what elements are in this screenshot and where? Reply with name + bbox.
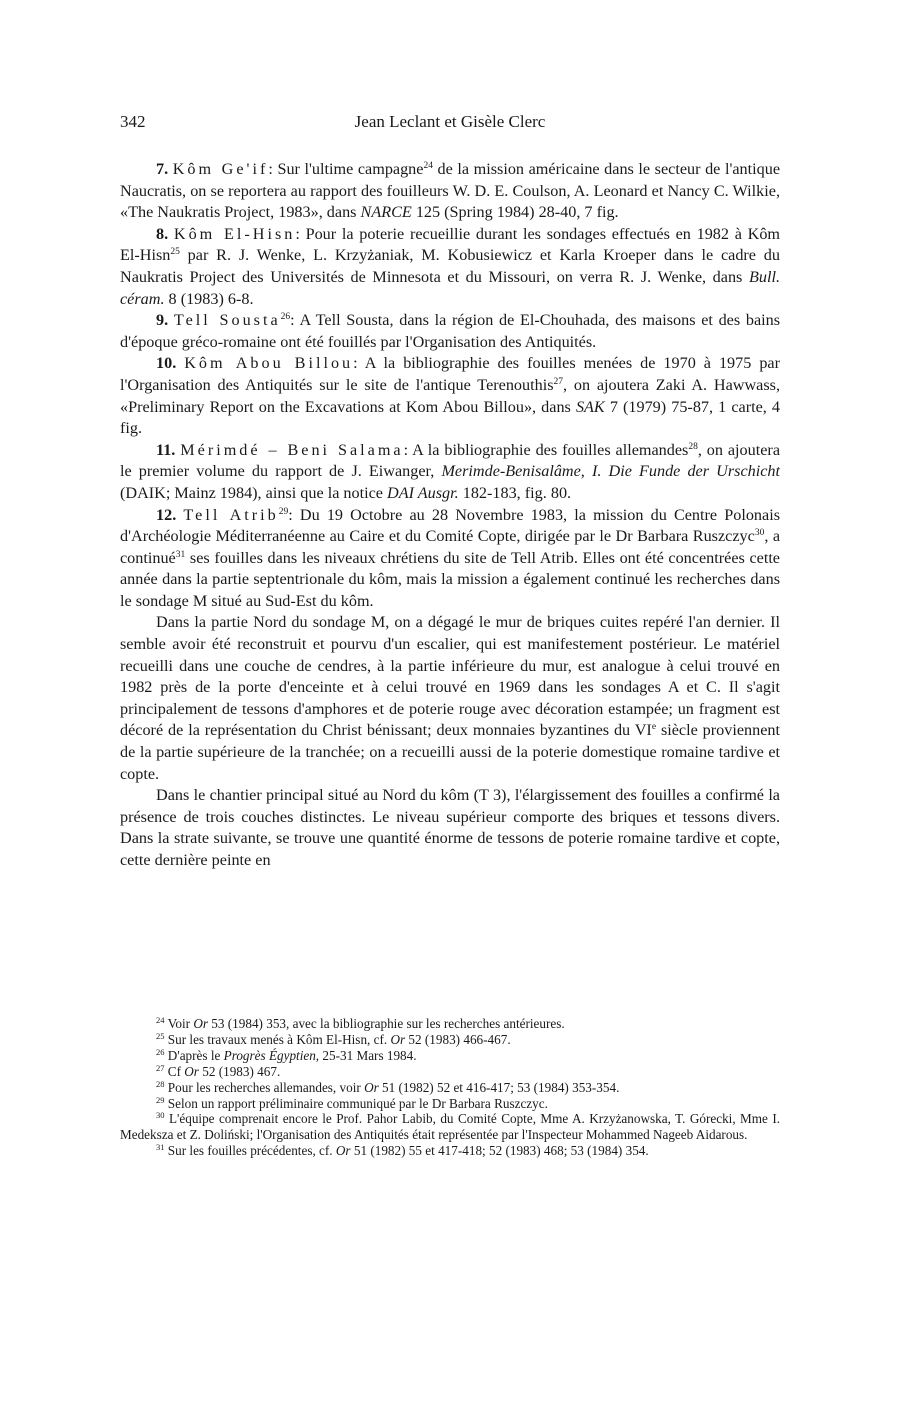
footnote-ref: 26	[280, 312, 291, 323]
page-number: 342	[120, 112, 146, 131]
footnote	[120, 1143, 780, 1159]
item-number: 11.	[156, 440, 176, 459]
item-number: 12.	[156, 505, 177, 524]
footnote-text: 51 (1982) 55 et 417-418; 52 (1983) 468; 53 (1984) 354.	[350, 1143, 649, 1159]
site-name: Tell Sousta	[173, 311, 281, 330]
paragraph-tell-sousta: 9. Tell Sousta$^{26}$: A Tell Sousta, dans la région de El-Chouhada, des maisons et des bains d'époque gréco-romaine ont été fouillés par l'Organisation des Antiquités.	[120, 311, 781, 351]
footnote-ref: 29	[278, 506, 289, 517]
footnote	[120, 1080, 780, 1096]
paragraph-text: 182-183, fig. 80.	[458, 483, 572, 502]
footnote-number: 29	[156, 1094, 165, 1105]
paragraph-text: ses fouilles dans les niveaux chrétiens du site de Tell Atrib. Elles ont été concentrées cette année dans la partie septentrionale du kôm, mais la mission a également continué les recherches dans le sondage M situé au Sud-Est du kôm.	[120, 548, 780, 610]
item-number: 9.	[156, 311, 169, 330]
paragraph-kom-geif: 7. Kôm Ge'if: Sur l'ultime campagne$^{24}$ de la mission américaine dans le secteur de l'antique Naucratis, on se reportera au rapport des fouilleurs W. D. E. Coulson, A. Leonard et Nancy C. Wilkie, «The Naukratis Project, 1983», dans NARCE 125 (Spring 1984) 28-40, 7 fig.	[120, 160, 781, 222]
paragraph-text: Pour la poterie recueillie durant les sondages effectués en 1982 à Kôm El-Hisn	[120, 224, 781, 265]
book-title: Merimde-Benisalâme, I. Die Funde der Urschicht	[441, 462, 780, 481]
footnote-text: 52 (1983) 467.	[198, 1063, 281, 1079]
paragraph-text: par R. J. Wenke, L. Krzyżaniak, M. Kobusiewicz et Karla Kroeper dans le cadre du Naukratis Project des Universités de Minnesota et du Missouri, on verra R. J. Wenke, dans	[120, 246, 780, 286]
main-text	[120, 159, 780, 872]
paragraph-kom-abou-billou: 10. Kôm Abou Billou: A la bibliographie des fouilles menées de 1970 à 1975 par l'Organisation des Antiquités sur le site de l'antique Terenouthis$^{27}$, on ajoutera Zaki A. Hawwass, «Preliminary Report on the Excavations at Kom Abou Billou», dans SAK 7 (1979) 75-87, 1 carte, 4 fig.	[120, 354, 780, 438]
footnote-text: 52 (1983) 466-467.	[405, 1031, 511, 1047]
footnote-number: 25	[156, 1030, 165, 1041]
footnote-text: Voir	[167, 1016, 194, 1031]
journal-title: Progrès Égyptien,	[223, 1047, 320, 1063]
item-number: 7.	[156, 160, 169, 178]
item-number: 10.	[156, 354, 177, 373]
superscript: e	[651, 722, 657, 733]
journal-title: NARCE	[360, 203, 412, 222]
site-name: Mérimdé – Beni Salama	[180, 440, 404, 459]
paragraph-text: , a continué	[120, 527, 781, 567]
site-name: Kôm Abou Billou	[184, 354, 354, 373]
paragraph-text: A Tell Sousta, dans la région de El-Chouhada, des maisons et des bains d'époque gréco-romaine ont été fouillés par l'Organisation des Antiquités.	[120, 311, 781, 351]
footnote-text: Pour les recherches allemandes, voir	[167, 1079, 365, 1095]
footnote-text: Sur les travaux menés à Kôm El-Hisn, cf.	[167, 1031, 391, 1047]
footnote-ref: 31	[175, 549, 186, 560]
paragraph-sondage-m	[120, 612, 780, 785]
paragraph-kom-el-hisn: 8. Kôm El-Hisn: Pour la poterie recueillie durant les sondages effectués en 1982 à Kôm El-Hisn$^{25}$ par R. J. Wenke, L. Krzyżaniak, M. Kobusiewicz et Karla Kroeper dans le cadre du Naukratis Project des Universités de Minnesota et du Missouri, on verra R. J. Wenke, dans Bull. céram. 8 (1983) 6-8.	[120, 224, 781, 308]
footnote-ref: 27	[553, 376, 563, 387]
paragraph-text: 8 (1983) 6-8.	[164, 289, 254, 308]
paragraph-chantier-principal	[120, 785, 780, 871]
footnote-number: 30	[156, 1110, 165, 1121]
footnote-ref: 24	[423, 161, 433, 171]
footnote-text: Sur les fouilles précédentes, cf.	[167, 1143, 336, 1159]
site-name: Kôm Ge'if	[172, 160, 269, 178]
journal-title: DAI Ausgr.	[387, 483, 459, 502]
footnote-number: 27	[156, 1062, 165, 1073]
paragraph-merimde: 11. Mérimdé – Beni Salama: A la bibliographie des fouilles allemandes$^{28}$, on ajoutera le premier volume du rapport de J. Eiwanger, Merimde-Benisalâme, I. Die Funde der Urschicht (DAIK; Mainz 1984), ainsi que la notice DAI Ausgr. 182-183, fig. 80.	[120, 440, 780, 502]
footnote	[120, 1048, 780, 1064]
footnote-text: 51 (1982) 52 et 416-417; 53 (1984) 353-354.	[378, 1079, 620, 1095]
footnote-text: D'après le	[167, 1047, 224, 1063]
footnote-ref: 30	[754, 528, 765, 539]
footnote-ref: 25	[170, 247, 180, 258]
footnote-text: 53 (1984) 353, avec la bibliographie sur les recherches antérieures.	[208, 1016, 565, 1031]
journal-title: Or	[364, 1079, 379, 1095]
footnote	[120, 1111, 780, 1143]
footnotes	[120, 1016, 780, 1159]
journal-title: Or	[184, 1063, 199, 1079]
footnote-ref: 28	[688, 441, 698, 452]
paragraph-text: siècle proviennent de la partie supérieure de la tranchée; on a recueilli aussi de la poterie domestique romaine tardive et copte.	[120, 721, 780, 783]
site-name: Kôm El-Hisn	[173, 224, 296, 243]
footnote-number: 24	[156, 1015, 165, 1025]
paragraph-tell-atrib: 12. Tell Atrib$^{29}$: Du 19 Octobre au 28 Novembre 1983, la mission du Centre Polonais d'Archéologie Méditerranéenne au Caire et du Comité Copte, dirigée par le Dr Barbara Ruszczyc$^{30}$, a continué$^{31}$ ses fouilles dans les niveaux chrétiens du site de Tell Atrib. Elles ont été concentrées cette année dans la partie septentrionale du kôm, mais la mission a également continué les recherches dans le sondage M situé au Sud-Est du kôm.	[120, 505, 781, 610]
footnote-number: 31	[156, 1142, 165, 1153]
paragraph-text: A la bibliographie des fouilles allemandes	[412, 440, 689, 459]
footnote	[120, 1064, 780, 1080]
journal-title: Or	[335, 1143, 351, 1159]
paragraph-text: 7 (1979) 75-87, 1 carte, 4 fig.	[120, 397, 780, 438]
footnote-number: 28	[156, 1078, 165, 1089]
footnote-text: Cf	[167, 1063, 185, 1079]
paragraph-text: Du 19 Octobre au 28 Novembre 1983, la mission du Centre Polonais d'Archéologie Méditerranéenne au Caire et du Comité Copte, dirigée par le Dr Barbara Ruszczyc	[120, 505, 780, 546]
paragraph-text: Dans le chantier principal situé au Nord du kôm (T 3), l'élargissement des fouilles a confirmé la présence de trois couches distinctes. Le niveau supérieur comporte des briques et tessons divers. Dans la strate suivante, se trouve une quantité énorme de tessons de poterie romaine tardive et copte, cette dernière peinte en	[120, 786, 780, 869]
footnote-text: L'équipe comprenait encore le Prof. Pahor Labib, du Comité Copte, Mme A. Krzyżanowska, T. Górecki, Mme I. Medeksza et Z. Doliński; l'Organisation des Antiquités était représentée par l'Inspecteur Mohammed Nageeb Aidarous.	[120, 1111, 781, 1143]
site-name: Tell Atrib	[183, 505, 279, 524]
paragraph-text: Dans la partie Nord du sondage M, on a dégagé le mur de briques cuites repéré l'an dernier. Il semble avoir été reconstruit et pourvu d'un escalier, qui est manifestement postérieur. Le matériel recueilli dans une couche de cendres, à la partie inférieure du mur, est analogue à celui trouvé en 1982 près de la porte d'enceinte et à celui trouvé en 1969 dans les sondages A et C. Il s'agit principalement de tessons d'amphores et de poterie rouge avec décoration estampée; un fragment est décoré de la représentation du Christ bénissant; deux monnaies byzantines du VI	[120, 613, 780, 740]
paragraph-text: 125 (Spring 1984) 28-40, 7 fig.	[411, 203, 619, 222]
journal-title: Bull. céram.	[120, 267, 780, 308]
paragraph-text: Sur l'ultime campagne	[277, 160, 424, 178]
page-header	[120, 112, 780, 138]
journal-title: Or	[193, 1016, 208, 1031]
paragraph-text: de la mission américaine dans le secteur de l'antique Naucratis, on se reportera au rapport des fouilleurs W. D. E. Coulson, A. Leonard et Nancy C. Wilkie, «The Naukratis Project, 1983», dans	[120, 160, 781, 222]
journal-title: SAK	[575, 397, 605, 416]
item-number: 8.	[156, 224, 169, 243]
footnote	[120, 1016, 780, 1032]
footnote-number: 26	[156, 1046, 165, 1057]
footnote-text: Selon un rapport préliminaire communiqué par le Dr Barbara Ruszczyc.	[167, 1095, 548, 1111]
paragraph-text: , on ajoutera Zaki A. Hawwass, «Preliminary Report on the Excavations at Kom Abou Billou», dans	[120, 375, 780, 416]
running-title: Jean Leclant et Gisèle Clerc	[354, 112, 546, 131]
footnote	[120, 1096, 780, 1112]
paragraph-text: A la bibliographie des fouilles menées de 1970 à 1975 par l'Organisation des Antiquités sur le site de l'antique Terenouthis	[120, 354, 780, 394]
paragraph-text: (DAIK; Mainz 1984), ainsi que la notice	[120, 483, 388, 502]
footnote-text: 25-31 Mars 1984.	[319, 1047, 417, 1063]
paragraph-text: , on ajoutera le premier volume du rapport de J. Eiwanger,	[120, 440, 780, 481]
journal-title: Or	[390, 1031, 406, 1047]
footnote	[120, 1032, 780, 1048]
